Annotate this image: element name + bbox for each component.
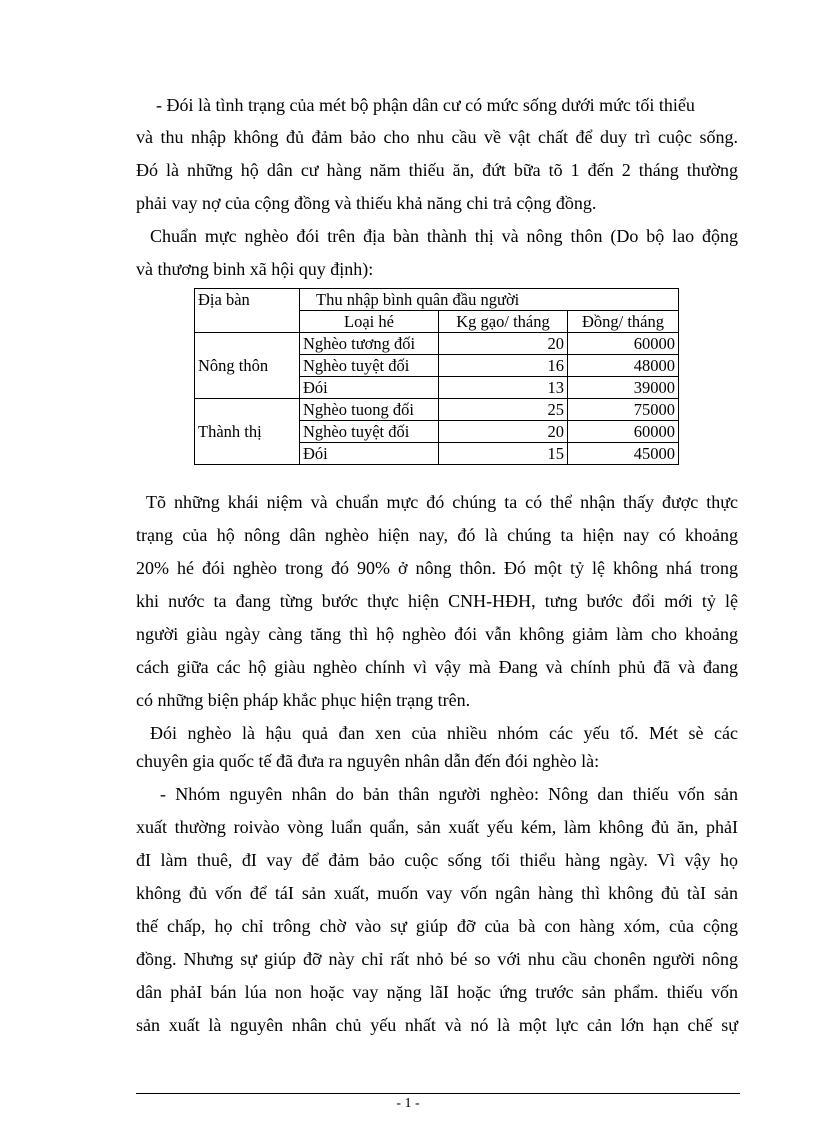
table-row bbox=[195, 399, 679, 421]
paragraph-3-line-2: trạng của hộ nông dân nghèo hiện nay, đó là chúng ta hiện nay có khoảng bbox=[136, 525, 738, 545]
paragraph-2-line-2: và thương binh xã hội quy định): bbox=[136, 259, 374, 279]
paragraph-1-line-2: và thu nhập không đủ đảm bảo cho nhu cầu về vật chất để duy trì cuộc sống. bbox=[136, 127, 738, 147]
money-cell: 60000 bbox=[568, 333, 679, 355]
money-cell: 39000 bbox=[568, 377, 679, 399]
paragraph-5-line-5: thế chấp, họ chỉ trông chờ vào sự giúp đỡ của bà con hàng xóm, của cộng bbox=[136, 916, 738, 936]
table-row bbox=[195, 355, 679, 377]
table-row bbox=[195, 333, 679, 355]
rice-cell: 25 bbox=[439, 399, 568, 421]
paragraph-1-line-1: - Đói là tình trạng của mét bộ phận dân cư có mức sống dưới mức tối thiểu bbox=[156, 95, 695, 115]
header-area: Địa bàn bbox=[195, 289, 300, 311]
paragraph-3-line-6: cách giữa các hộ giàu nghèo chính vì vậy mà Đang và chính phủ đã và đang bbox=[136, 657, 738, 677]
footer-divider bbox=[136, 1093, 740, 1094]
type-cell: Nghèo tuyệt đối bbox=[300, 421, 439, 443]
paragraph-5-line-2: xuất thường roivào vòng luẩn quẩn, sản xuất yếu kém, làm không đủ ăn, phảI bbox=[136, 817, 738, 837]
paragraph-4-line-2: chuyên gia quốc tế đã đưa ra nguyên nhân dẫn đến đói nghèo là: bbox=[136, 751, 600, 771]
subheader-rice: Kg gạo/ tháng bbox=[439, 311, 568, 333]
paragraph-3-line-5: người giàu ngày càng tăng thì hộ nghèo đói vẫn không giảm làm cho khoảng bbox=[136, 624, 738, 644]
paragraph-1-line-4: phải vay nợ của cộng đồng và thiếu khả năng chi trả cộng đồng. bbox=[136, 193, 597, 213]
subheader-money: Đồng/ tháng bbox=[568, 311, 679, 333]
paragraph-5-line-8: sản xuất là nguyên nhân chủ yếu nhất và nó là một lực cản lớn hạn chế sự bbox=[136, 1015, 738, 1035]
area-cell bbox=[195, 443, 300, 465]
rice-cell: 13 bbox=[439, 377, 568, 399]
money-cell: 75000 bbox=[568, 399, 679, 421]
table-header-row bbox=[195, 289, 679, 311]
type-cell: Đói bbox=[300, 377, 439, 399]
money-cell: 45000 bbox=[568, 443, 679, 465]
table-subheader-row bbox=[195, 311, 679, 333]
table-row bbox=[195, 443, 679, 465]
area-cell: Nông thôn bbox=[195, 355, 300, 377]
subheader-type: Loại hé bbox=[300, 311, 439, 333]
table-row bbox=[195, 421, 679, 443]
header-income-group: Thu nhập bình quân đầu người bbox=[300, 289, 679, 311]
poverty-standard-table bbox=[194, 288, 679, 465]
area-cell: Thành thị bbox=[195, 421, 300, 443]
type-cell: Nghèo tuyệt đối bbox=[300, 355, 439, 377]
area-cell bbox=[195, 377, 300, 399]
header-area-cont bbox=[195, 311, 300, 333]
table-row bbox=[195, 377, 679, 399]
paragraph-5-line-7: dân phảI bán lúa non hoặc vay nặng lãI hoặc ứng trước sản phẩm. thiếu vốn bbox=[136, 982, 738, 1002]
paragraph-5-line-6: đồng. Nhưng sự giúp đỡ này chỉ rất nhỏ bé so với nhu cầu chonên người nông bbox=[136, 949, 738, 969]
paragraph-3-line-1: Tõ những khái niệm và chuẩn mực đó chúng ta có thể nhận thấy được thực bbox=[146, 492, 738, 512]
area-cell bbox=[195, 399, 300, 421]
paragraph-1-line-3: Đó là những hộ dân cư hàng năm thiếu ăn, đứt bữa tõ 1 đến 2 tháng thường bbox=[136, 160, 738, 180]
money-cell: 60000 bbox=[568, 421, 679, 443]
type-cell: Nghèo tương đối bbox=[300, 333, 439, 355]
paragraph-3-line-4: khi nước ta đang từng bước thực hiện CNH-HĐH, tưng bước đổi mới tỷ lệ bbox=[136, 591, 738, 611]
money-cell: 48000 bbox=[568, 355, 679, 377]
area-cell bbox=[195, 333, 300, 355]
paragraph-3-line-7: có những biện pháp khắc phục hiện trạng trên. bbox=[136, 690, 471, 710]
rice-cell: 20 bbox=[439, 333, 568, 355]
paragraph-5-line-4: không đủ vốn để táI sản xuất, muốn vay vốn ngân hàng thì không đủ tàI sản bbox=[136, 883, 738, 903]
paragraph-3-line-3: 20% hé đói nghèo trong đó 90% ở nông thôn. Đó một tỷ lệ không nhá trong bbox=[136, 558, 738, 578]
paragraph-2-line-1: Chuẩn mực nghèo đói trên địa bàn thành thị và nông thôn (Do bộ lao động bbox=[150, 226, 738, 246]
rice-cell: 20 bbox=[439, 421, 568, 443]
page-number: - 1 - bbox=[396, 1096, 420, 1111]
type-cell: Nghèo tuong đối bbox=[300, 399, 439, 421]
rice-cell: 16 bbox=[439, 355, 568, 377]
rice-cell: 15 bbox=[439, 443, 568, 465]
paragraph-5-line-1: - Nhóm nguyên nhân do bản thân người nghèo: Nông dan thiếu vốn sản bbox=[160, 784, 738, 804]
paragraph-4-line-1: Đói nghèo là hậu quả đan xen của nhiều nhóm các yếu tố. Mét sè các bbox=[150, 723, 738, 743]
paragraph-5-line-3: đI làm thuê, đI vay để đảm bảo cuộc sống tối thiểu hàng ngày. Vì vậy họ bbox=[136, 850, 738, 870]
type-cell: Đói bbox=[300, 443, 439, 465]
